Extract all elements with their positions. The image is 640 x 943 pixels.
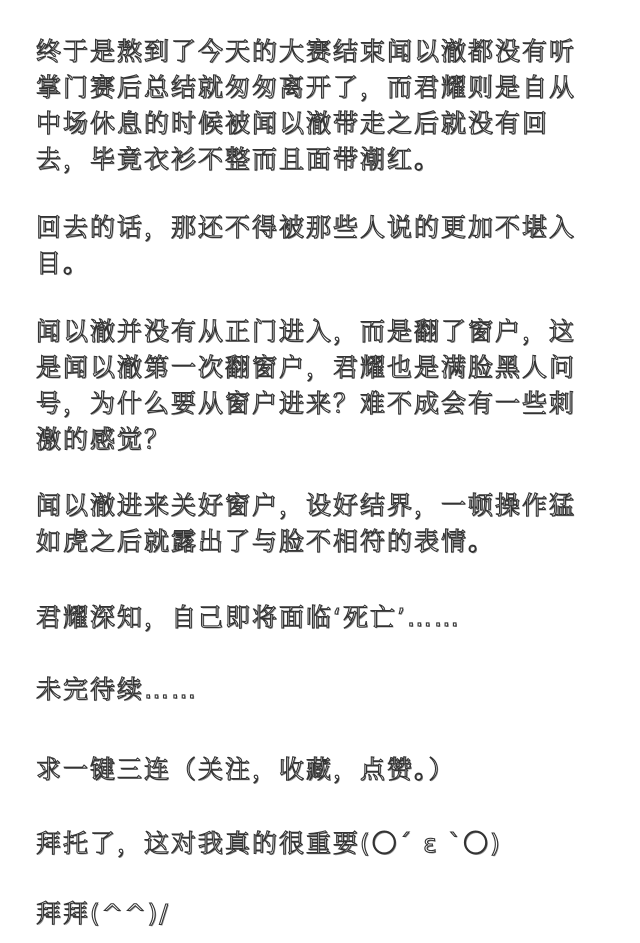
story-paragraph-5: 君耀深知，自己即将面临‘死亡’……	[36, 603, 461, 632]
story-paragraph-4: 闻以澈进来关好窗户，设好结界，一顿操作猛如虎之后就露出了与脸不相符的表情。	[36, 491, 577, 556]
story-paragraph-3: 闻以澈并没有从正门进入，而是翻了窗户，这是闻以澈第一次翻窗户，君耀也是满脸黑人问号，为什么要从窗户进来？难不成会有一些刺激的感觉？	[36, 317, 577, 454]
story-paragraph-1: 终于是熬到了今天的大赛结束闻以澈都没有听掌门赛后总结就匆匆离开了，而君耀则是自从中场休息的时候被闻以澈带走之后就没有回去，毕竟衣衫不整而且面带潮红。	[36, 37, 577, 174]
story-paragraph-2: 回去的话，那还不得被那些人说的更加不堪入目。	[36, 213, 577, 278]
goodbye-note: 拜拜(^^)/	[36, 899, 170, 928]
plea-note: 拜托了，这对我真的很重要(〇ˊ ε ˋ〇)	[36, 829, 502, 858]
to-be-continued-note: 未完待续……	[36, 675, 199, 704]
support-request-note: 求一键三连（关注，收藏，点赞。）	[36, 755, 456, 784]
